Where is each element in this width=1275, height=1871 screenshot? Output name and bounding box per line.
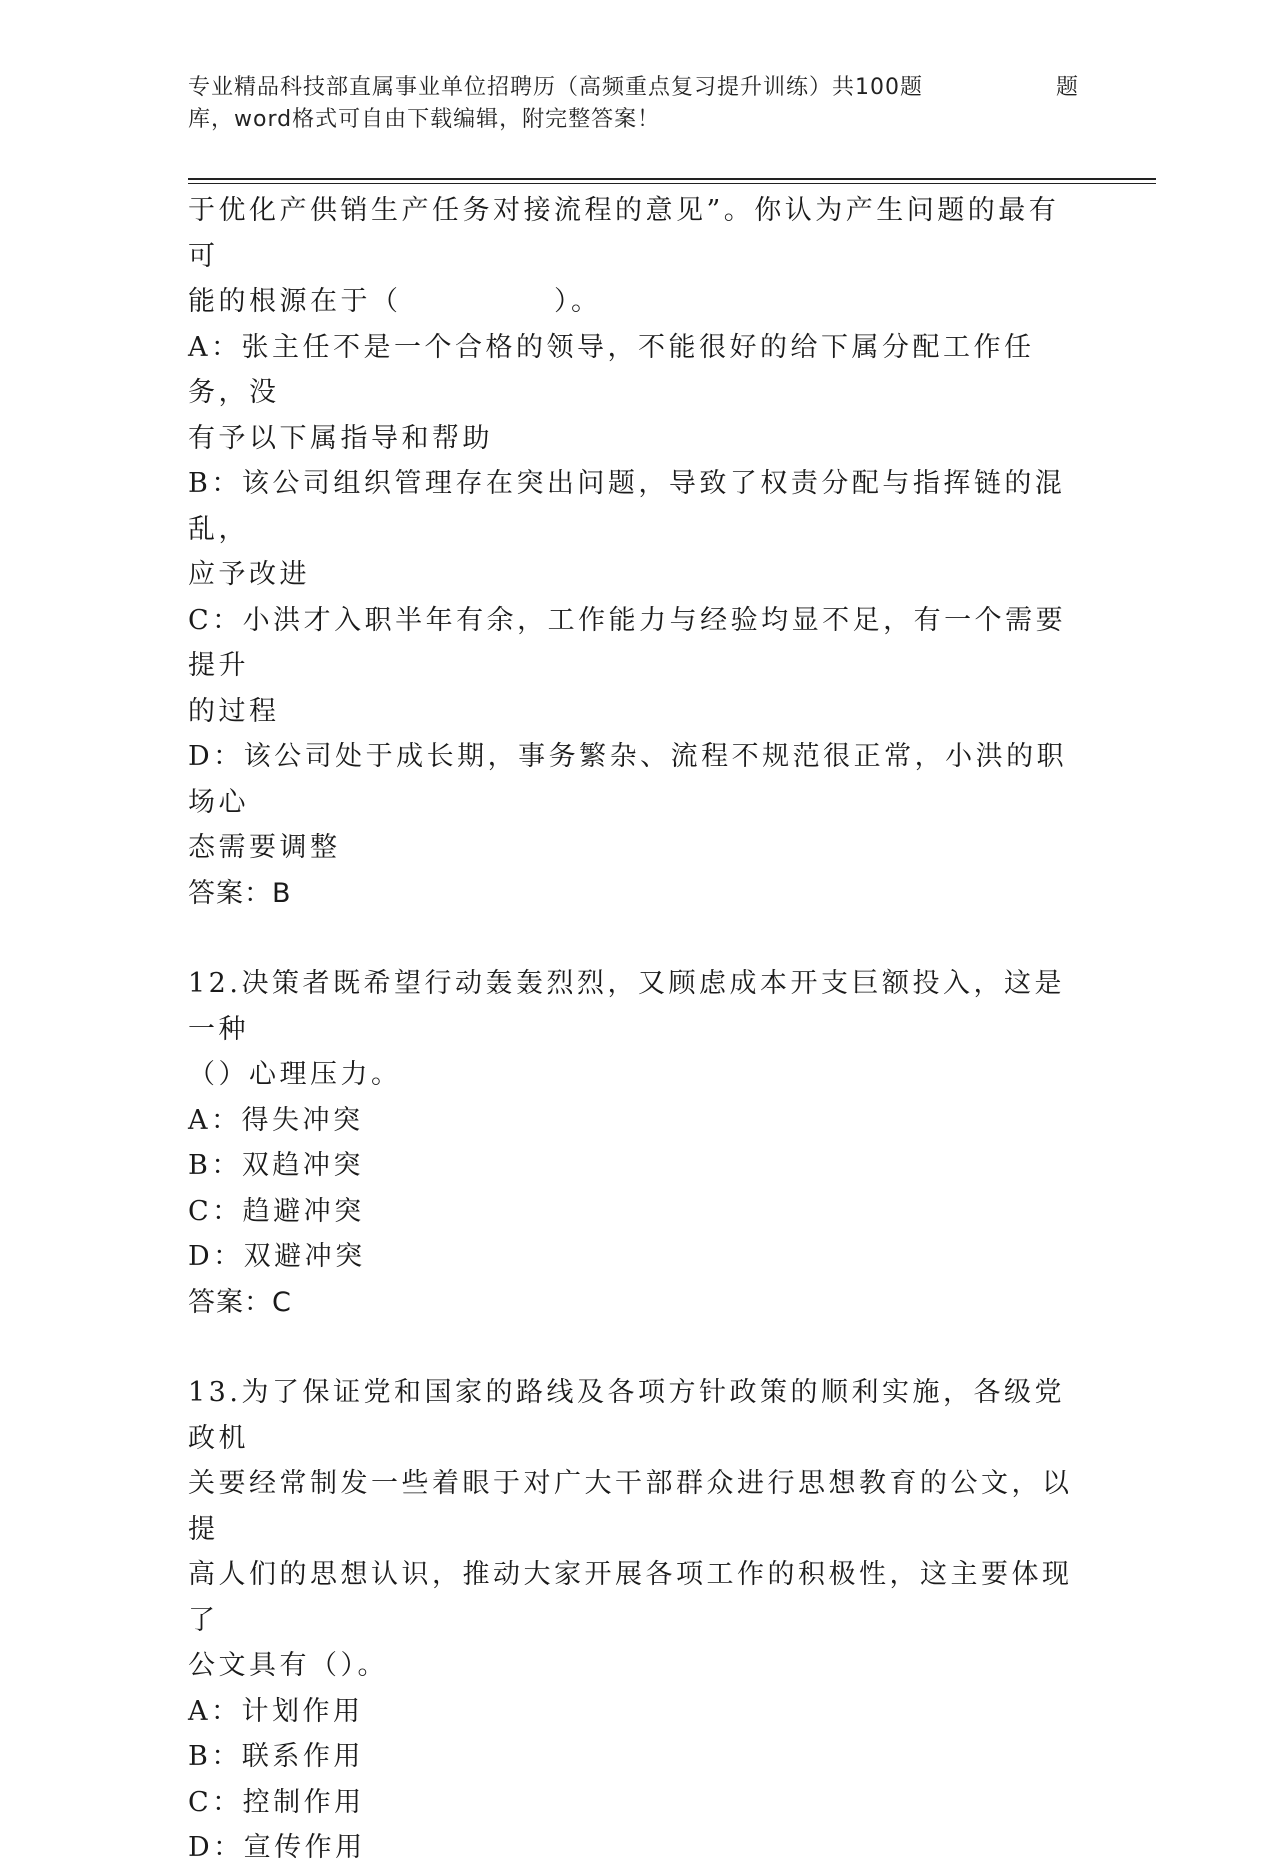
question-stem-line: 高人们的思想认识，推动大家开展各项工作的积极性，这主要体现了	[188, 1559, 1073, 1636]
question-11	[188, 188, 1078, 916]
option-c-line: C：小洪才入职半年有余，工作能力与经验均显不足，有一个需要提升	[188, 604, 1067, 681]
header-rule-thin	[188, 183, 1156, 184]
option-a: A：计划作用	[188, 1695, 364, 1727]
answer-line: 答案：C	[188, 1286, 292, 1318]
option-d: D：双避冲突	[188, 1241, 366, 1272]
option-b: B：联系作用	[188, 1741, 364, 1772]
option-b: B：双趋冲突	[188, 1150, 364, 1181]
option-a-line: A：张主任不是一个合格的领导，不能很好的给下属分配工作任务，没	[188, 331, 1035, 408]
option-a: A：得失冲突	[188, 1104, 364, 1136]
option-a-line: 有予以下属指导和帮助	[188, 422, 493, 454]
header-rule-thick	[188, 178, 1156, 180]
option-b-line: B：该公司组织管理存在突出问题，导致了权责分配与指挥链的混乱，	[188, 468, 1066, 545]
question-stem-line: 于优化产供销生产任务对接流程的意见”。你认为产生问题的最有可	[188, 195, 1060, 272]
option-c: C：趋避冲突	[188, 1195, 365, 1227]
header-title-text: 专业精品科技部直属事业单位招聘历（高频重点复习提升训练）共100题	[188, 75, 923, 100]
option-c-line: 的过程	[188, 695, 280, 727]
header-title-wrap-char: 题	[1056, 75, 1080, 100]
option-b-line: 应予改进	[188, 559, 310, 590]
question-stem-line: 12.决策者既希望行动轰轰烈烈，又顾虑成本开支巨额投入，这是一种	[188, 968, 1065, 1045]
option-d: D：宣传作用	[188, 1832, 366, 1863]
question-stem-line: 公文具有（）。	[188, 1650, 388, 1681]
question-spacer	[188, 1325, 1078, 1370]
header-line-1	[188, 72, 1088, 104]
page-header	[188, 72, 1088, 136]
option-c: C：控制作用	[188, 1786, 365, 1818]
question-stem-line: 能的根源在于（ ）。	[188, 286, 602, 317]
option-d-line: D：该公司处于成长期，事务繁杂、流程不规范很正常，小洪的职场心	[188, 741, 1068, 818]
option-d-line: 态需要调整	[188, 832, 341, 863]
question-12	[188, 961, 1078, 1325]
question-stem-line: 关要经常制发一些着眼于对广大干部群众进行思想教育的公文，以提	[188, 1468, 1073, 1545]
question-spacer	[188, 916, 1078, 961]
answer-line: 答案：B	[188, 877, 292, 909]
document-body	[188, 188, 1078, 1871]
question-stem-line: 13.为了保证党和国家的路线及各项方针政策的顺利实施，各级党政机	[188, 1377, 1065, 1454]
header-line-2: 库，word格式可自由下载编辑，附完整答案！	[188, 107, 661, 132]
question-13	[188, 1370, 1078, 1871]
question-stem-line: （）心理压力。	[188, 1059, 402, 1090]
